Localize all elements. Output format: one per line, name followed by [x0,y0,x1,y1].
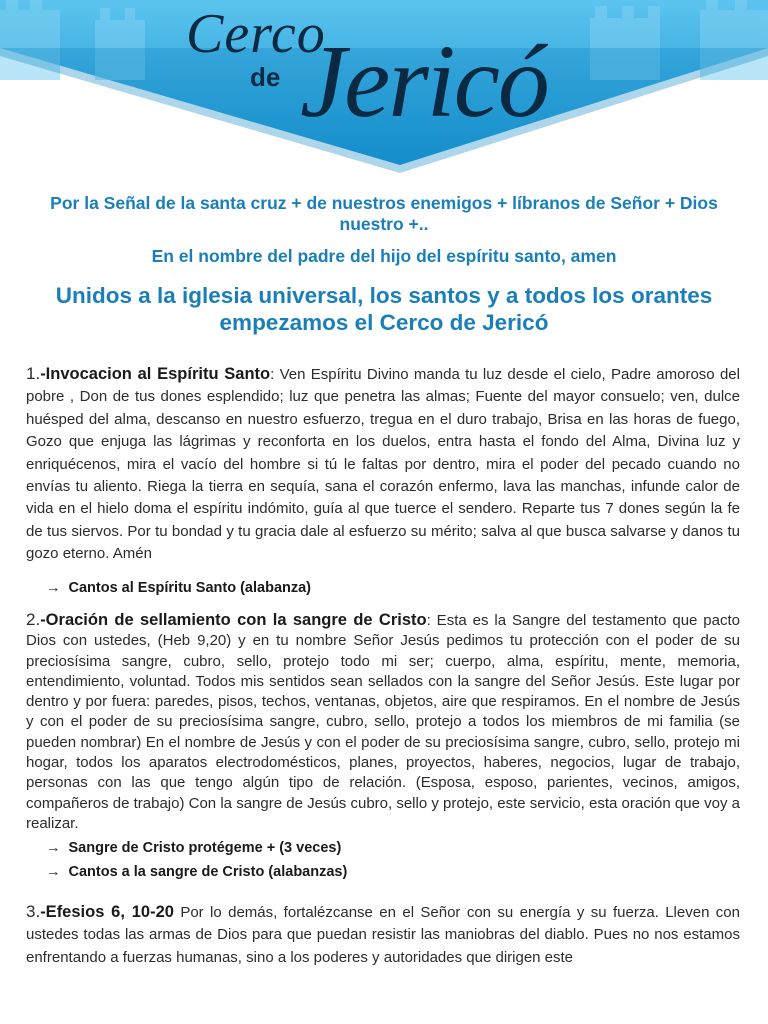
section-invocacion [26,363,740,566]
arrow-icon: → [46,864,61,880]
bullet-text: Cantos a la sangre de Cristo (alabanzas) [68,864,348,880]
section-efesios [26,901,740,969]
opening-united: Unidos a la iglesia universal, los santos y a todos los orantes empezamos el Cerco de Jericó [55,283,713,335]
section-body: Por lo demás, fortalézcanse en el Señor con su energía y su fuerza. Lleven con ustedes todas las armas de Dios para que puedan resistir las maniobras del diablo. Pues no nos estamos enfrentando a fuerzas humanas, sino a los poderes y autoridades que dirigen este [26,904,740,966]
bullet-text: Cantos al Espíritu Santo (alabanza) [68,580,312,596]
section-sellamiento [26,610,740,834]
opening-sign-of-cross: Por la Señal de la santa cruz + de nuestros enemigos + líbranos de Señor + Dios nuestro +.. [50,193,718,234]
opening-trinity: En el nombre del padre del hijo del espíritu santo, amen [151,246,617,266]
arrow-icon: → [46,580,61,596]
section-number: 2. [26,610,41,629]
bullet-sangre-cristo [46,840,341,856]
section-number: 3. [26,902,41,921]
section-title: -Oración de sellamiento con la sangre de Cristo [40,611,427,629]
header-banner [0,0,768,175]
bullet-cantos-espiritu [46,580,311,596]
section-title: -Efesios 6, 10-20 [40,903,174,921]
arrow-icon: → [46,840,61,856]
section-body: : Ven Espíritu Divino manda tu luz desde el cielo, Padre amoroso del pobre , Don de tus dones esplendido; luz que penetra las almas; Fuente del mayor consuelo; ven, dulce huésped del alma, descanso en nuestro esfuerzo, tregua en el duro trabajo, Brisa en las horas de fuego, Gozo que enjuga las lágrimas y reconforta en los duelos, entra hasta el fondo del Alma, Divina luz y enriquécenos, mira el vacío del hombre si tú le faltas por dentro, mira el poder del pecado cuando no envías tu aliento. Riega la tierra en sequía, sana el corazón enfermo, lava las manchas, infunde calor de vida en el hielo doma el espíritu indómito, guía al que tuerce el sendero. Reparte tus 7 dones según la fe de tus siervos. Por tu bondad y tu gracia dale al esfuerzo su mérito; salva al que busca salvarse y danos tu gozo eterno. Amén [26,366,740,563]
logo-jerico: Jericó [300,24,548,139]
section-number: 1. [26,364,41,383]
bullet-text: Sangre de Cristo protégeme + (3 veces) [68,840,342,856]
section-title: -Invocacion al Espíritu Santo [40,365,271,383]
logo-cerco: Cerco [186,3,326,65]
bullet-cantos-sangre [46,864,347,880]
section-body: : Esta es la Sangre del testamento que pacto Dios con ustedes, (Heb 9,20) y en tu nombre Señor Jesús pedimos tu protección con el poder de su preciosísima sangre, cubro, sello, protejo todo mi ser; cuerpo, alma, espíritu, mente, memoria, entendimiento, voluntad. Todos mis sentidos sean sellados con la sangre del Señor Jesús. Este lugar por dentro y por fuera: paredes, pisos, techos, ventanas, objetos, aire que respiramos. En el nombre de Jesús y con el poder de su preciosísima sangre, cubro, sello, protejo a todos los miembros de mi familia (se pueden nombrar) En el nombre de Jesús y con el poder de su preciosísima sangre, cubro, sello, protejo mi hogar, todos los aparatos electrodomésticos, planes, proyectos, haberes, negocios, lugar de trabajo, personas con las que tengo algún tipo de relación. (Esposa, esposo, parientes, vecinos, amigos, compañeros de trabajo) Con la sangre de Jesús cubro, sello y protejo, este servicio, esta oración que voy a realizar. [26,612,740,832]
logo-de: de [250,62,281,92]
